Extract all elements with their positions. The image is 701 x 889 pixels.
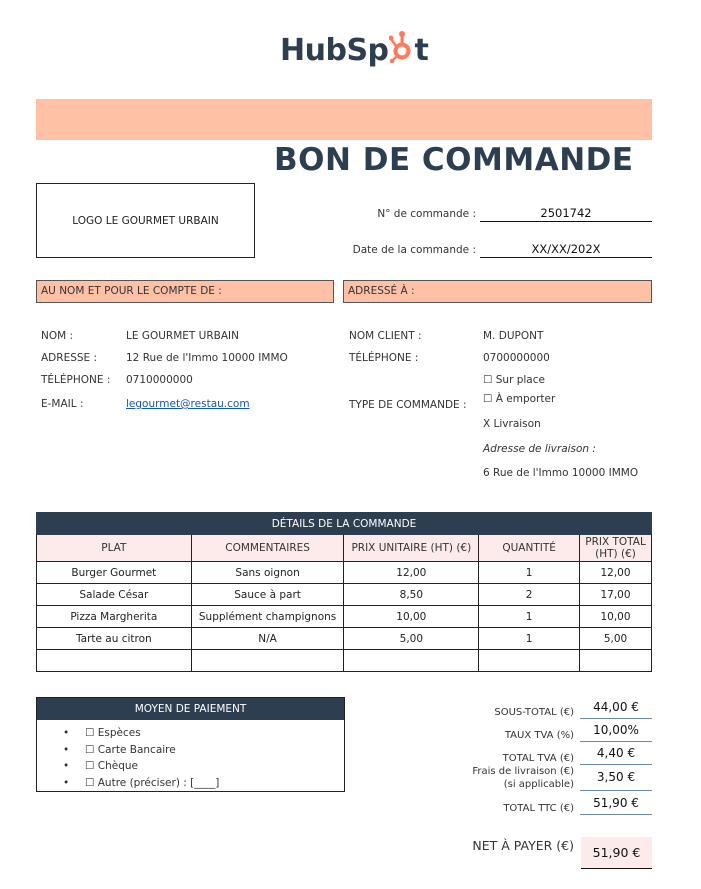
account-section-header: AU NOM ET POUR LE COMPTE DE :: [36, 280, 334, 303]
seller-email-link[interactable]: legourmet@restau.com: [126, 398, 250, 410]
cell-quantity[interactable]: [479, 650, 580, 672]
cell-quantity: 1: [479, 628, 580, 650]
client-name: M. DUPONT: [483, 330, 544, 342]
column-header-dish: PLAT: [37, 535, 192, 562]
client-phone-label: TÉLÉPHONE :: [349, 352, 419, 364]
seller-email-label: E-MAIL :: [41, 398, 84, 410]
order-number-label: N° de commande :: [377, 208, 476, 220]
table-row: [37, 628, 652, 650]
table-row: [37, 562, 652, 584]
payment-option-cash[interactable]: • ☐ Espèces: [37, 725, 344, 742]
addressed-section-header: ADRESSÉ À :: [343, 280, 652, 303]
subtotal-row: [470, 700, 652, 719]
vat-rate-label: TAUX TVA (%): [504, 730, 574, 741]
logo-text-right: t: [414, 32, 429, 68]
payment-option-other[interactable]: • ☐ Autre (préciser) : [____]: [37, 775, 344, 792]
order-type-takeaway-checkbox[interactable]: ☐ À emporter: [483, 393, 556, 405]
cell-unit-price: 12,00: [344, 562, 479, 584]
logo-placeholder-text: LOGO LE GOURMET URBAIN: [72, 214, 219, 227]
payment-method-header: MOYEN DE PAIEMENT: [37, 698, 344, 720]
column-header-comments: COMMENTAIRES: [191, 535, 344, 562]
column-header-quantity: QUANTITÉ: [479, 535, 580, 562]
sprocket-icon: [389, 35, 415, 65]
table-row-empty: [37, 650, 652, 672]
client-name-label: NOM CLIENT :: [349, 330, 422, 342]
seller-address: 12 Rue de l'Immo 10000 IMMO: [126, 352, 288, 364]
cell-comment: Sans oignon: [191, 562, 344, 584]
cell-dish: Pizza Margherita: [37, 606, 192, 628]
vat-rate-value: 10,00%: [580, 723, 652, 742]
cell-unit-price: 5,00: [344, 628, 479, 650]
seller-address-label: ADRESSE :: [41, 352, 98, 364]
logo-text-left: HubSp: [280, 32, 389, 68]
order-type-dine-in-checkbox[interactable]: ☐ Sur place: [483, 374, 545, 386]
cell-dish: Salade César: [37, 584, 192, 606]
order-date-field[interactable]: XX/XX/202X: [480, 243, 652, 258]
delivery-fee-value: 3,50 €: [580, 770, 652, 791]
column-header-total-price: PRIX TOTAL (HT) (€): [580, 535, 652, 562]
total-ttc-label: TOTAL TTC (€): [503, 803, 574, 814]
order-number-field[interactable]: 2501742: [480, 207, 652, 222]
cell-comment: N/A: [191, 628, 344, 650]
net-to-pay-label: NET À PAYER (€): [472, 838, 574, 853]
cell-unit-price: 10,00: [344, 606, 479, 628]
document-title: BON DE COMMANDE: [274, 142, 634, 178]
delivery-fee-row: [470, 765, 652, 791]
cell-total-price: 12,00: [580, 562, 652, 584]
cell-unit-price: 8,50: [344, 584, 479, 606]
net-to-pay-value: 51,90 €: [581, 837, 652, 869]
cell-comment[interactable]: [191, 650, 344, 672]
column-header-unit-price: PRIX UNITAIRE (HT) (€): [344, 535, 479, 562]
cell-comment: Sauce à part: [191, 584, 344, 606]
vat-total-row: [470, 746, 652, 765]
cell-dish: Burger Gourmet: [37, 562, 192, 584]
company-logo-placeholder: [36, 183, 255, 258]
delivery-address-label: Adresse de livraison :: [483, 443, 596, 455]
cell-dish: Tarte au citron: [37, 628, 192, 650]
cell-quantity: 1: [479, 562, 580, 584]
delivery-address: 6 Rue de l'Immo 10000 IMMO: [483, 467, 639, 479]
total-ttc-row: [470, 796, 652, 815]
vat-total-label: TOTAL TVA (€): [502, 753, 574, 764]
seller-phone: 0710000000: [126, 374, 193, 386]
cell-dish[interactable]: [37, 650, 192, 672]
payment-method-box: [36, 697, 345, 792]
delivery-fee-label: Frais de livraison (€) (si applicable): [472, 766, 574, 790]
cell-quantity: 1: [479, 606, 580, 628]
cell-unit-price[interactable]: [344, 650, 479, 672]
order-type-delivery-checkbox[interactable]: X Livraison: [483, 418, 541, 430]
cell-total-price: 17,00: [580, 584, 652, 606]
cell-comment: Supplément champignons: [191, 606, 344, 628]
order-type-label: TYPE DE COMMANDE :: [349, 399, 467, 411]
table-row: [37, 584, 652, 606]
client-phone: 0700000000: [483, 352, 550, 364]
payment-option-card[interactable]: • ☐ Carte Bancaire: [37, 742, 344, 759]
cell-quantity: 2: [479, 584, 580, 606]
table-row: [37, 606, 652, 628]
vat-rate-row: [470, 723, 652, 742]
header-banner: [36, 99, 652, 140]
cell-total-price: 5,00: [580, 628, 652, 650]
details-caption: DÉTAILS DE LA COMMANDE: [37, 513, 652, 535]
payment-option-cheque[interactable]: • ☐ Chèque: [37, 758, 344, 775]
subtotal-value: 44,00 €: [580, 700, 652, 719]
vat-total-value: 4,40 €: [580, 746, 652, 765]
hubspot-logo: [280, 28, 428, 72]
cell-total-price: 10,00: [580, 606, 652, 628]
order-date-label: Date de la commande :: [352, 244, 476, 256]
cell-total-price[interactable]: [580, 650, 652, 672]
seller-phone-label: TÉLÉPHONE :: [41, 374, 111, 386]
seller-name: LE GOURMET URBAIN: [126, 330, 239, 342]
seller-name-label: NOM :: [41, 330, 74, 342]
total-ttc-value: 51,90 €: [580, 796, 652, 815]
subtotal-label: SOUS-TOTAL (€): [494, 707, 574, 718]
order-details-table: [36, 512, 652, 672]
